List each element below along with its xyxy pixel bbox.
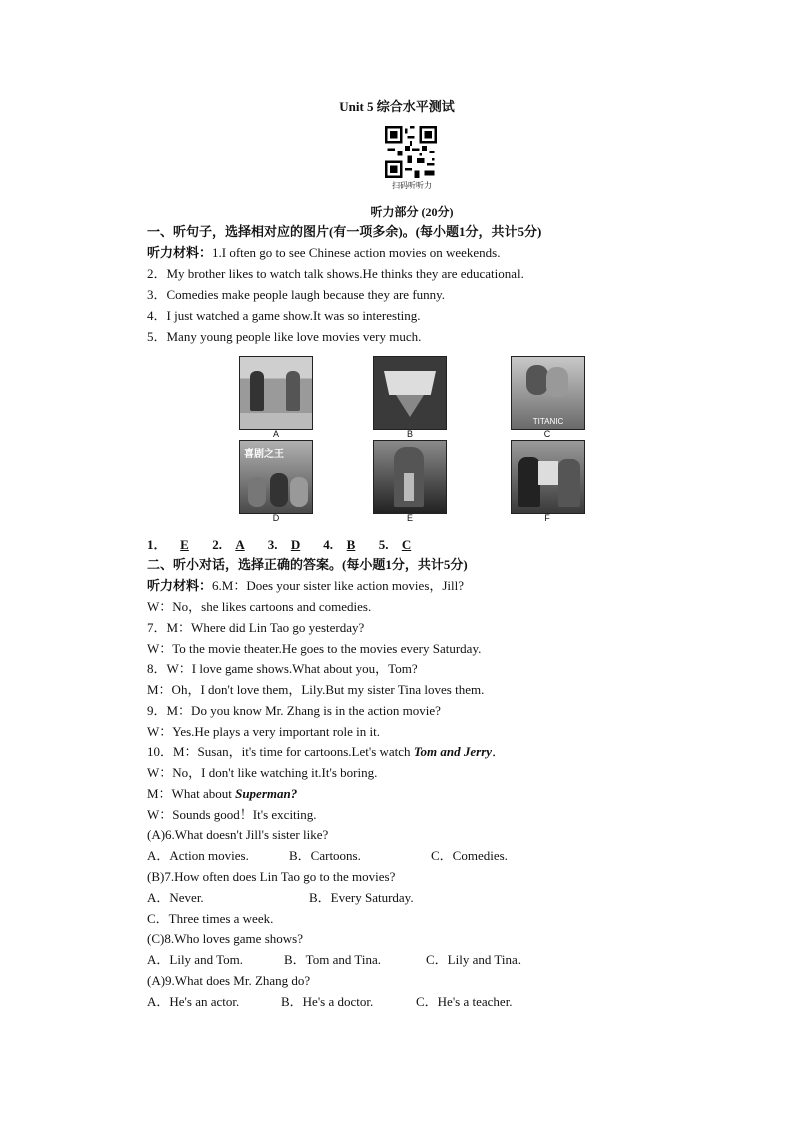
picture-label-f: F (544, 513, 550, 523)
sentence-1: 1.I often go to see Chinese action movies on weekends. (212, 245, 501, 260)
dialogue-line: W：Yes.He plays a very important role in it. (147, 724, 380, 739)
question-8: (C)8.Who loves game shows? (147, 931, 303, 946)
dialogue-line: W：No，she likes cartoons and comedies. (147, 599, 372, 614)
picture-label-b: B (406, 429, 413, 439)
question-6-options (147, 848, 508, 864)
documentary-photo (511, 440, 585, 514)
dialogue-text: 10．M：Susan，it's time for cartoons.Let's watch (147, 744, 414, 759)
part1-material-line (147, 245, 500, 261)
answer-num-5: 5. (378, 537, 389, 552)
material-label-2: 听力材料： (147, 578, 213, 593)
dialogue-line: 9．M：Do you know Mr. Zhang is in the action movie? (147, 703, 441, 718)
talk-show-photo (239, 356, 313, 430)
question-8-options (147, 952, 521, 968)
part1-answers (147, 537, 425, 553)
listening-section-header: 听力部分 (20分) (370, 205, 454, 219)
option: C．Comedies. (431, 848, 508, 863)
option: C．Lily and Tina. (426, 952, 521, 967)
page-title: Unit 5 综合水平测试 (339, 99, 455, 114)
option: B．He's a doctor. (281, 994, 374, 1009)
titanic-poster (511, 356, 585, 430)
option: A．Lily and Tom. (147, 952, 243, 967)
sentence-4: 4．I just watched a game show.It was so interesting. (147, 308, 421, 323)
comedy-poster (239, 440, 313, 514)
answer-num-4: 4. (323, 537, 334, 552)
dialogue-line: 7．M：Where did Lin Tao go yesterday? (147, 620, 365, 635)
movie-title-superman: Superman? (235, 786, 298, 801)
question-7: (B)7.How often does Lin Tao go to the movies? (147, 869, 396, 884)
answer-4: B (346, 537, 356, 552)
picture-label-c: C (543, 429, 551, 439)
movie-title-tom-and-jerry: Tom and Jerry (413, 744, 493, 759)
dialogue-line: 8．W：I love game shows.What about you，Tom? (147, 661, 418, 676)
answer-1: E (180, 537, 189, 552)
comedy-caption: 喜剧之王 (244, 449, 284, 460)
dialogue-line: W：No，I don't like watching it.It's boring. (147, 765, 378, 780)
question-6: (A)6.What doesn't Jill's sister like? (147, 827, 329, 842)
sentence-5: 5．Many young people like love movies very much. (147, 329, 422, 344)
answer-5: C (401, 537, 412, 552)
dialogue-line: W：To the movie theater.He goes to the movies every Saturday. (147, 641, 482, 656)
qr-code-icon (385, 126, 437, 178)
action-movie-poster (373, 440, 447, 514)
answer-num-2: 2. (212, 537, 223, 552)
dialogue-line (147, 744, 505, 760)
option: B．Cartoons. (289, 848, 361, 863)
titanic-caption: TITANIC (532, 417, 564, 426)
dialogue-line (147, 786, 297, 802)
material-label: 听力材料： (147, 245, 213, 260)
option: C．He's a teacher. (416, 994, 513, 1009)
dialogue-text: M：What about (147, 786, 236, 801)
part2-material-line (147, 578, 464, 594)
game-show-logo-photo (373, 356, 447, 430)
dialogue-line: 6.M：Does your sister like action movies，Jill? (212, 578, 465, 593)
option: A．He's an actor. (147, 994, 240, 1009)
option: A．Never. (147, 890, 204, 905)
question-9-options (147, 994, 513, 1010)
sentence-3: 3．Comedies make people laugh because they are funny. (147, 287, 446, 302)
answer-num-1: 1． (147, 537, 167, 552)
picture-label-a: A (272, 429, 279, 439)
answer-2: A (235, 537, 245, 552)
option: C．Three times a week. (147, 911, 274, 926)
answer-3: D (290, 537, 301, 552)
option: B．Tom and Tina. (284, 952, 381, 967)
picture-label-d: D (272, 513, 280, 523)
part2-heading: 二、听小对话，选择正确的答案。(每小题1分，共计5分) (147, 557, 468, 572)
part1-heading: 一、听句子，选择相对应的图片(有一项多余)。(每小题1分，共计5分) (147, 224, 542, 239)
question-9: (A)9.What does Mr. Zhang do? (147, 973, 311, 988)
answer-num-3: 3. (267, 537, 278, 552)
qr-caption: 扫码听听力 (392, 181, 432, 190)
picture-label-e: E (406, 513, 413, 523)
dialogue-text: ． (492, 744, 506, 759)
dialogue-line: W：Sounds good！It's exciting. (147, 807, 317, 822)
question-7-options (147, 890, 414, 906)
sentence-2: 2．My brother likes to watch talk shows.He thinks they are educational. (147, 266, 524, 281)
option: A．Action movies. (147, 848, 249, 863)
option: B．Every Saturday. (309, 890, 414, 905)
dialogue-line: M：Oh，I don't love them，Lily.But my sister Tina loves them. (147, 682, 485, 697)
